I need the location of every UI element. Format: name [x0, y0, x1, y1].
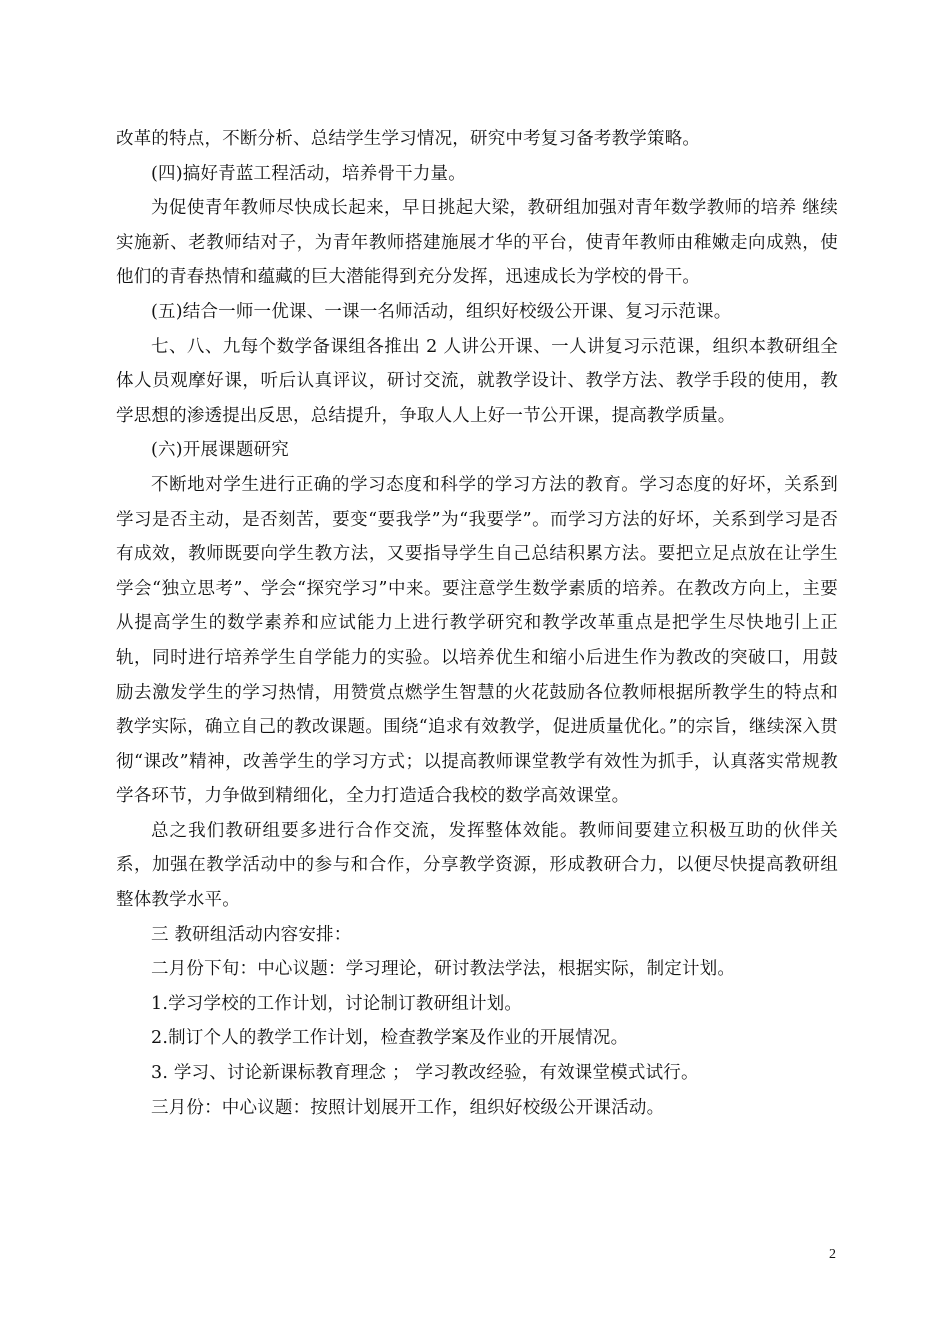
paragraph: 三 教研组活动内容安排：: [151, 924, 352, 945]
document-body: [116, 122, 838, 1125]
paragraph: 为促使青年教师尽快成长起来，早日挑起大梁，教研组加强对青年数学教师的培养 继续实施新、老教师结对子，为青年教师搭建施展才华的平台，使青年教师由稚嫩走向成熟，使他们的青春热情和蕴藏的巨大潜能得到充分发挥，迅速成长为学校的骨干。: [116, 198, 838, 288]
paragraph: 3. 学习、讨论新课标教育理念 ； 学习教改经验，有效课堂模式试行。: [151, 1063, 699, 1084]
paragraph: (五)结合一师一优课、一课一名师活动，组织好校级公开课、复习示范课。: [151, 301, 732, 322]
paragraph: 1.学习学校的工作计划，讨论制订教研组计划。: [151, 993, 523, 1014]
paragraph: 不断地对学生进行正确的学习态度和科学的学习方法的教育。学习态度的好坏，关系到学习是否主动，是否刻苦，要变“要我学”为“我要学”。而学习方法的好坏，关系到学习是否有成效，教师既要向学生教方法，又要指导学生自己总结积累方法。要把立足点放在让学生学会“独立思考”、学会“探究学习”中来。要注意学生数学素质的培养。在教改方向上，主要从提高学生的数学素养和应试能力上进行教学研究和教学改革重点是把学生尽快地引上正轨，同时进行培养学生自学能力的实验。以培养优生和缩小后进生作为教改的突破口，用鼓励去激发学生的学习热情，用赞赏点燃学生智慧的火花鼓励各位教师根据所教学生的特点和教学实际，确立自己的教改课题。围绕“追求有效教学，促进质量优化。”的宗旨，继续深入贯彻“课改”精神，改善学生的学习方式；以提高教师课堂教学有效性为抓手，认真落实常规教学各环节，力争做到精细化，全力打造适合我校的数学高效课堂。: [116, 474, 838, 807]
paragraph: 七、八、九每个数学备课组各推出 2 人讲公开课、一人讲复习示范课，组织本教研组全体人员观摩好课，听后认真评议，研讨交流，就教学设计、教学方法、教学手段的使用，教学思想的渗透提出反思，总结提升，争取人人上好一节公开课，提高教学质量。: [116, 336, 838, 426]
page-number: 2: [829, 1247, 836, 1262]
paragraph: (四)搞好青蓝工程活动，培养骨干力量。: [151, 163, 466, 184]
paragraph: (六)开展课题研究: [151, 440, 289, 461]
paragraph: 二月份下旬：中心议题：学习理论，研讨教法学法，根据实际，制定计划。: [151, 959, 736, 980]
paragraph: 改革的特点，不断分析、总结学生学习情况，研究中考复习备考教学策略。: [116, 129, 701, 149]
paragraph: 2.制订个人的教学工作计划，检查教学案及作业的开展情况。: [151, 1028, 629, 1049]
paragraph: 三月份：中心议题：按照计划展开工作，组织好校级公开课活动。: [151, 1097, 665, 1118]
paragraph: 总之我们教研组要多进行合作交流，发挥整体效能。教师间要建立积极互助的伙伴关系，加强在教学活动中的参与和合作，分享教学资源，形成教研合力，以便尽快提高教研组整体教学水平。: [116, 820, 838, 911]
